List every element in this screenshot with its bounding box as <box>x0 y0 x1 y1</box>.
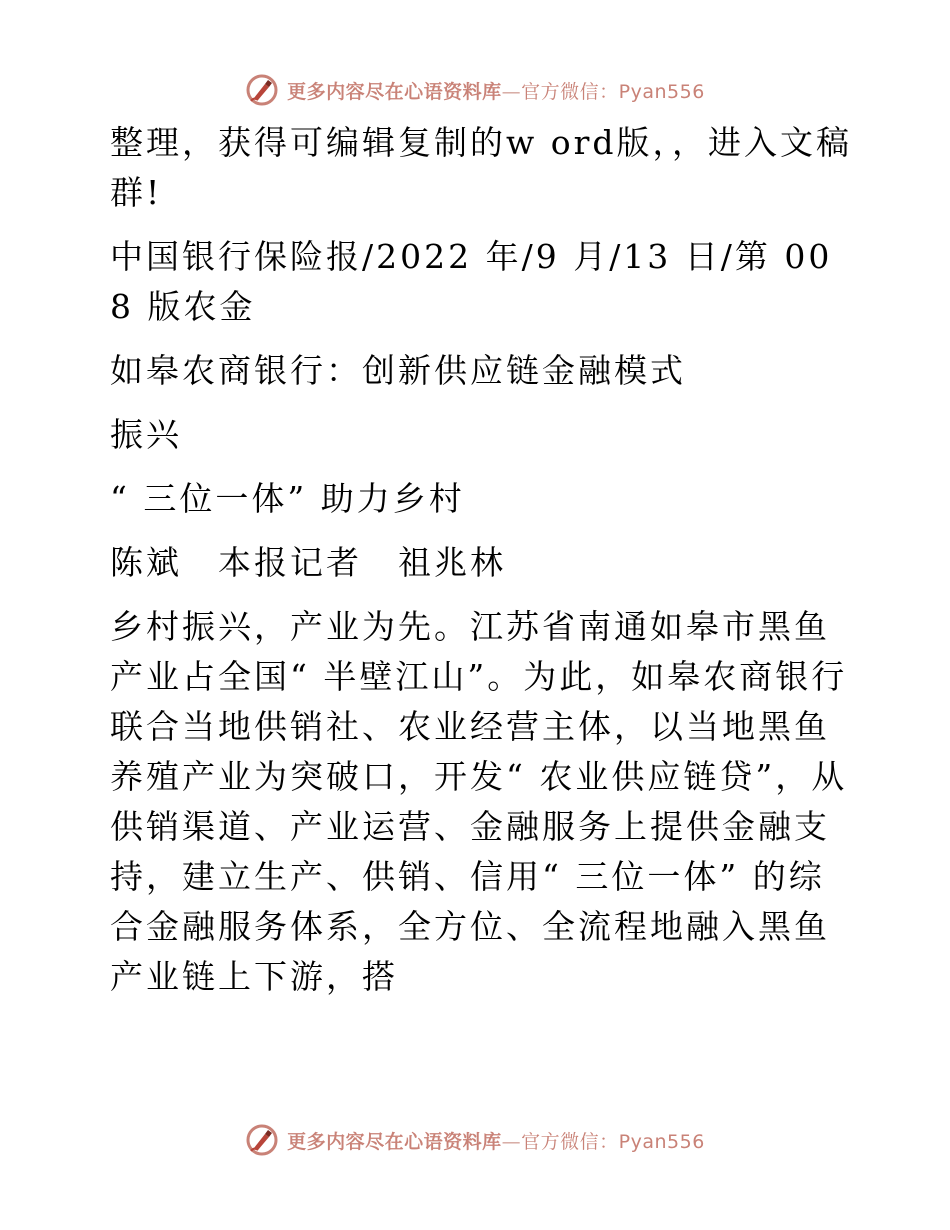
watermark-text <box>287 1127 705 1154</box>
watermark-official-text: 官方微信：Pyan556 <box>521 80 705 103</box>
watermark-dash: — <box>501 1130 522 1153</box>
watermark-dash: — <box>501 80 522 103</box>
paragraph-intro-note: 整理，获得可编辑复制的w ord版，，进入文稿群! <box>110 123 853 212</box>
header-watermark <box>0 70 950 110</box>
article-body-paragraph: 乡村振兴，产业为先。江苏省南通如皋市黑鱼产业占全国“ 半壁江山”。为此，如皋农商银行联合当地供销社、农业经营主体，以当地黑鱼养殖产业为突破口，开发“ 农业供应链贷”，从供销渠道、产业运营、金融服务上提供金融支持，建立生产、供销、信用“ 三位一体” 的综合金融服务体系，全方位、全流程地融入黑鱼产业链上下游，搭 <box>110 607 848 996</box>
watermark-site-text: 更多内容尽在心语资料库 <box>287 80 502 103</box>
watermark-official-text: 官方微信：Pyan556 <box>521 1130 705 1153</box>
brush-pen-logo-icon <box>245 73 279 107</box>
document-body <box>96 118 856 1002</box>
brush-pen-logo-icon <box>245 1123 279 1157</box>
footer-watermark <box>0 1120 950 1160</box>
article-subtitle-part-1: 振兴 <box>110 415 182 454</box>
article-title: 如皋农商银行：创新供应链金融模式 <box>110 351 686 390</box>
paragraph-source-line: 中国银行保险报/2022 年/9 月/13 日/第 008 版农金 <box>110 237 833 326</box>
watermark-text <box>287 77 705 104</box>
watermark-site-text: 更多内容尽在心语资料库 <box>287 1130 502 1153</box>
article-byline: 陈斌 本报记者 祖兆林 <box>110 543 506 582</box>
article-subtitle-part-2: “ 三位一体” 助力乡村 <box>110 479 465 518</box>
